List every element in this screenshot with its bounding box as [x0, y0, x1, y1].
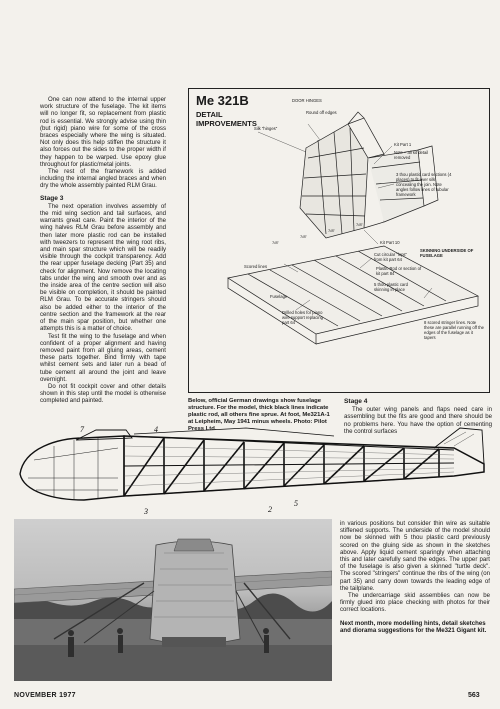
door-hinges-note: DOOR HINGES: [292, 98, 322, 103]
drilled-holes-note: Drilled holes for piano wire support replacing part 64: [282, 310, 323, 325]
page-number: 563: [468, 692, 480, 699]
stage4-paragraph: The outer wing panels and flaps need care in assembling but the fits are good and there should be no problems here. You have the option of cementing the control surfaces: [344, 406, 492, 435]
thou-plastic-card-note: 5 thou plastic card skinning in place: [374, 282, 408, 292]
fuselage-label: Fuselage: [270, 294, 288, 299]
photo-illustration: [14, 519, 332, 681]
svg-text:7/8": 7/8": [272, 240, 279, 245]
callout-number: 7: [80, 425, 84, 434]
callout-number: 3: [144, 507, 148, 516]
callout-number: 4: [154, 425, 158, 434]
kit-part-1-note: Kit Part 1: [394, 142, 412, 147]
right-text-column: [340, 520, 490, 634]
fuselage-structure-drawing: [14, 420, 488, 516]
svg-text:7/8": 7/8": [328, 228, 335, 233]
stage3-paragraph: Test fit the wing to the fuselage and when confident of a proper alignment and having removed paint from all gluing areas, cement these parts together. Bind firmly with tape whilst cement sets and later run a bead of tube cement all around the joint and leave overnight.: [40, 332, 166, 383]
fuselage-truss-svg: [14, 420, 488, 516]
round-off-note: Round off edges: [306, 110, 337, 115]
plastic-card-sections-note: 3 thou plastic card sections (4 places) to fit over silk concealing the join. Note angles follow lines of tubular framework: [396, 172, 452, 197]
callout-number: 2: [268, 505, 272, 514]
silk-hinges-note: Silk "hinges": [254, 126, 278, 131]
continued-paragraph: The undercarriage skid assemblies can now be firmly glued into place checking with photos for their correct locations.: [340, 592, 490, 614]
plastic-rod-note: Plastic Rod or section of kit part 84: [376, 266, 422, 276]
callout-number: 5: [294, 499, 298, 508]
kit-part-10-note: Kit Part 10: [380, 240, 400, 245]
left-text-column: [40, 96, 166, 405]
stage3-paragraph: The next operation involves assembly of the mid wing section and tail surfaces, and warrants great care. Paint the interior of the wing halves RLM Grau before assembly and then later more plastic rod can be installed with tweezers to represent the wing root ribs, and main spar structure which will be readily visible through the cockpit transparency. Add the rear upper fuselage decking (Part 35) and check for alignment. Now remove the locating tabs under the wing and smooth over and as the inside area of the centre section will also be visible on completion, it should be painted RLM Grau. To be accurate stringers should also be added either to the interior of the centre section and the framework at the rear of the main spar position, but whether one attempts this is a matter of choice.: [40, 202, 166, 333]
next-month-note: Next month, more modelling hints, detail sketches and diorama suggestions for the Me321 Gigant kit.: [340, 619, 487, 634]
intro-paragraph: The rest of the framework is added including the internal angled braces and when dry the whole assembly painted RLM Grau.: [40, 168, 166, 190]
stage3-heading: Stage 3: [40, 194, 64, 202]
svg-text:7/8": 7/8": [300, 234, 307, 239]
detail-subtitle: DETAIL IMPROVEMENTS: [196, 110, 257, 128]
aircraft-photo: [14, 519, 332, 681]
cut-circular-note: Cut circular "lops" from kit part 64: [374, 252, 407, 262]
scored-stringer-note: 8 scored stringer lines. Note these are parallel running off the edges of the fuselage as it tapers: [424, 320, 484, 340]
figure-caption: Below, official German drawings show fuselage structure. For the model, thick black lines indicate plastic rod, all others fine sprue. At foot, Me321A-1 at Leipheim, May 1941 minus wheels. Photo: Pilot Press Ltd.: [188, 398, 330, 432]
stage4-heading: Stage 4: [344, 398, 368, 405]
skinning-heading: SKINNING UNDERSIDE OF FUSELAGE: [420, 248, 474, 258]
continued-paragraph: in various positions but consider thin wire as suitable stiffened supports. The underside of the model should now be skinned with 5 thou plastic card previously scored on the gluing side as shown in the sketches above. Apply liquid cement sparingly when attaching this and later carefully sand the edges. The upper part of the fuselage is also given a skinned "turtle deck". The scored "stringers" continue the ribs of the wing (on part 35) and carry down towards the leading edge of the tailplane.: [340, 520, 490, 592]
svg-text:7/8": 7/8": [356, 222, 363, 227]
issue-date: NOVEMBER 1977: [14, 692, 76, 699]
intro-paragraph: One can now attend to the internal upper work structure of the fuselage. The kit items will no longer fit, so replacement from plastic rod is essential. We strongly advise using thin (but rigid) piano wire for some of the cross braces especially where the wing is situated. Not only does this help stiffen the structure it also forces out the sides to the proper width if they happen to be warped. Use epoxy glue throughout for plastic/metal joints.: [40, 96, 166, 168]
scored-lines-note: Scored lines: [244, 264, 268, 269]
stage3-paragraph: Do not fit cockpit cover and other details shown in this step until the model is otherwise completed and painted.: [40, 382, 166, 405]
note-all-removed: Note – all kit detail removed: [394, 150, 429, 160]
detail-drawing-panel: [188, 88, 490, 393]
detail-title: Me 321B: [196, 93, 249, 108]
detail-drawing: [188, 88, 490, 393]
